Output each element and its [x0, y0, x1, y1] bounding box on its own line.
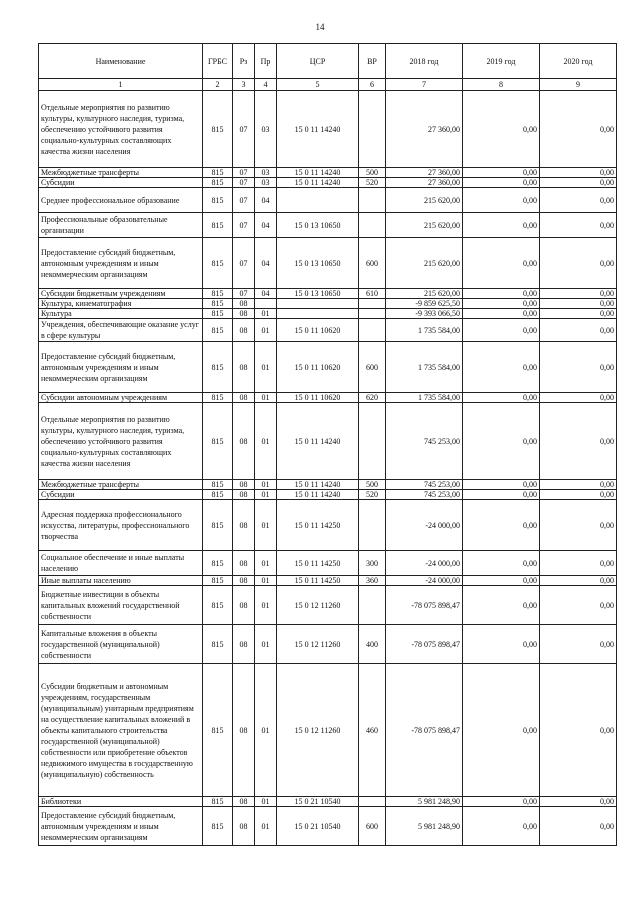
page-number: 14 — [315, 22, 325, 32]
cell-name: Отдельные мероприятия по развитию культуры, культурного наследия, туризма, обеспечению устойчивого развития социально-культурных составляющих качества жизни населения — [39, 91, 203, 168]
cell-2018: 5 981 248,90 — [386, 807, 463, 846]
cell-grbs: 815 — [203, 586, 233, 625]
cell-2020: 0,00 — [540, 188, 617, 213]
table-row — [39, 188, 617, 213]
cell-2019: 0,00 — [463, 490, 540, 500]
cell-name: Субсидии — [39, 490, 203, 500]
cell-2019: 0,00 — [463, 319, 540, 342]
table-row — [39, 490, 617, 500]
cell-pr: 01 — [255, 319, 277, 342]
cell-pr: 01 — [255, 309, 277, 319]
header-name: Наименование — [39, 44, 203, 79]
cell-vr: 600 — [359, 342, 386, 393]
cell-pr: 01 — [255, 500, 277, 551]
cell-vr: 610 — [359, 289, 386, 299]
cell-csr: 15 0 11 14240 — [277, 490, 359, 500]
table-row — [39, 299, 617, 309]
cell-name: Предоставление субсидий бюджетным, автономным учреждениям и иным некоммерческим организациям — [39, 238, 203, 289]
cell-vr: 620 — [359, 393, 386, 403]
cell-name: Адресная поддержка профессионального искусства, литературы, профессионального творчества — [39, 500, 203, 551]
table-row — [39, 807, 617, 846]
header-vr: ВР — [359, 44, 386, 79]
table-row — [39, 480, 617, 490]
cell-csr: 15 0 11 10620 — [277, 319, 359, 342]
cell-2020: 0,00 — [540, 490, 617, 500]
cell-2019: 0,00 — [463, 238, 540, 289]
cell-2018: 1 735 584,00 — [386, 393, 463, 403]
header-pr: Пр — [255, 44, 277, 79]
cell-2019: 0,00 — [463, 168, 540, 178]
cell-2018: 745 253,00 — [386, 480, 463, 490]
cell-2018: 1 735 584,00 — [386, 319, 463, 342]
cell-grbs: 815 — [203, 178, 233, 188]
column-index: 3 — [233, 79, 255, 91]
cell-2018: 745 253,00 — [386, 490, 463, 500]
cell-2020: 0,00 — [540, 319, 617, 342]
cell-pr: 03 — [255, 168, 277, 178]
cell-2018: 5 981 248,90 — [386, 797, 463, 807]
table-row — [39, 393, 617, 403]
cell-vr — [359, 797, 386, 807]
cell-2019: 0,00 — [463, 188, 540, 213]
column-index: 1 — [39, 79, 203, 91]
cell-2020: 0,00 — [540, 551, 617, 576]
header-csr: ЦСР — [277, 44, 359, 79]
cell-grbs: 815 — [203, 797, 233, 807]
cell-pr: 04 — [255, 238, 277, 289]
cell-grbs: 815 — [203, 807, 233, 846]
cell-rz: 08 — [233, 576, 255, 586]
cell-rz: 08 — [233, 807, 255, 846]
column-index: 6 — [359, 79, 386, 91]
cell-grbs: 815 — [203, 289, 233, 299]
cell-2020: 0,00 — [540, 586, 617, 625]
cell-grbs: 815 — [203, 213, 233, 238]
cell-2019: 0,00 — [463, 393, 540, 403]
cell-2019: 0,00 — [463, 480, 540, 490]
table-row — [39, 289, 617, 299]
cell-name: Учреждения, обеспечивающие оказание услуг в сфере культуры — [39, 319, 203, 342]
table-row — [39, 168, 617, 178]
cell-vr — [359, 309, 386, 319]
cell-2019: 0,00 — [463, 664, 540, 797]
cell-csr: 15 0 12 11260 — [277, 664, 359, 797]
cell-rz: 07 — [233, 238, 255, 289]
cell-rz: 08 — [233, 500, 255, 551]
cell-csr: 15 0 13 10650 — [277, 289, 359, 299]
cell-pr: 01 — [255, 576, 277, 586]
cell-rz: 07 — [233, 168, 255, 178]
cell-pr: 01 — [255, 393, 277, 403]
cell-2019: 0,00 — [463, 299, 540, 309]
cell-2019: 0,00 — [463, 586, 540, 625]
table-header-row — [39, 44, 617, 79]
cell-rz: 07 — [233, 213, 255, 238]
cell-rz: 07 — [233, 188, 255, 213]
cell-2019: 0,00 — [463, 289, 540, 299]
cell-rz: 08 — [233, 586, 255, 625]
header-rz: Рз — [233, 44, 255, 79]
cell-pr: 04 — [255, 188, 277, 213]
cell-vr — [359, 91, 386, 168]
cell-2020: 0,00 — [540, 309, 617, 319]
column-index: 8 — [463, 79, 540, 91]
table-row — [39, 500, 617, 551]
cell-grbs: 815 — [203, 403, 233, 480]
cell-rz: 07 — [233, 178, 255, 188]
cell-2020: 0,00 — [540, 576, 617, 586]
header-2019: 2019 год — [463, 44, 540, 79]
cell-name: Профессиональные образовательные организации — [39, 213, 203, 238]
table-row — [39, 576, 617, 586]
cell-csr: 15 0 11 14250 — [277, 551, 359, 576]
cell-2018: -9 393 066,50 — [386, 309, 463, 319]
cell-pr: 01 — [255, 480, 277, 490]
cell-pr: 01 — [255, 551, 277, 576]
cell-vr: 520 — [359, 178, 386, 188]
cell-grbs: 815 — [203, 319, 233, 342]
table-row — [39, 238, 617, 289]
cell-csr: 15 0 12 11260 — [277, 625, 359, 664]
cell-name: Межбюджетные трансферты — [39, 480, 203, 490]
cell-rz: 08 — [233, 551, 255, 576]
cell-2020: 0,00 — [540, 393, 617, 403]
cell-name: Субсидии бюджетным и автономным учреждениям, государственным (муниципальным) унитарным предприятиям на осуществление капитальных вложений в объекты капитального строительства государственной (муниципальной) собственности или приобретение объектов недвижимого имущества в государственную (муниципальную) собственность — [39, 664, 203, 797]
cell-2018: -24 000,00 — [386, 576, 463, 586]
cell-2020: 0,00 — [540, 213, 617, 238]
table-row — [39, 625, 617, 664]
cell-vr — [359, 403, 386, 480]
cell-name: Предоставление субсидий бюджетным, автономным учреждениям и иным некоммерческим организациям — [39, 807, 203, 846]
cell-grbs: 815 — [203, 625, 233, 664]
cell-csr: 15 0 11 14240 — [277, 403, 359, 480]
budget-table — [38, 43, 617, 846]
cell-2020: 0,00 — [540, 480, 617, 490]
cell-pr: 01 — [255, 490, 277, 500]
cell-vr: 600 — [359, 807, 386, 846]
cell-pr — [255, 299, 277, 309]
cell-2020: 0,00 — [540, 238, 617, 289]
cell-2020: 0,00 — [540, 664, 617, 797]
column-index: 2 — [203, 79, 233, 91]
cell-vr — [359, 213, 386, 238]
cell-2018: 215 620,00 — [386, 289, 463, 299]
cell-2019: 0,00 — [463, 551, 540, 576]
table-row — [39, 551, 617, 576]
cell-pr: 01 — [255, 403, 277, 480]
cell-vr: 500 — [359, 168, 386, 178]
column-index: 5 — [277, 79, 359, 91]
cell-name: Субсидии — [39, 178, 203, 188]
table-row — [39, 664, 617, 797]
cell-name: Капитальные вложения в объекты государственной (муниципальной) собственности — [39, 625, 203, 664]
cell-name: Культура — [39, 309, 203, 319]
cell-grbs: 815 — [203, 299, 233, 309]
cell-rz: 08 — [233, 342, 255, 393]
column-index: 7 — [386, 79, 463, 91]
cell-vr: 300 — [359, 551, 386, 576]
cell-vr: 460 — [359, 664, 386, 797]
cell-grbs: 815 — [203, 500, 233, 551]
cell-name: Отдельные мероприятия по развитию культуры, культурного наследия, туризма, обеспечению устойчивого развития социально-культурных составляющих качества жизни населения — [39, 403, 203, 480]
cell-rz: 07 — [233, 91, 255, 168]
table-row — [39, 319, 617, 342]
cell-vr: 360 — [359, 576, 386, 586]
cell-rz: 07 — [233, 289, 255, 299]
cell-pr: 01 — [255, 586, 277, 625]
cell-2018: -78 075 898,47 — [386, 586, 463, 625]
cell-2018: -78 075 898,47 — [386, 664, 463, 797]
cell-csr: 15 0 11 14240 — [277, 178, 359, 188]
cell-grbs: 815 — [203, 168, 233, 178]
cell-rz: 08 — [233, 490, 255, 500]
cell-csr: 15 0 21 10540 — [277, 797, 359, 807]
cell-grbs: 815 — [203, 188, 233, 213]
cell-2019: 0,00 — [463, 213, 540, 238]
table-body — [39, 91, 617, 846]
cell-grbs: 815 — [203, 551, 233, 576]
cell-rz: 08 — [233, 403, 255, 480]
cell-csr — [277, 299, 359, 309]
cell-name: Библиотеки — [39, 797, 203, 807]
cell-pr: 01 — [255, 342, 277, 393]
cell-rz: 08 — [233, 797, 255, 807]
cell-2019: 0,00 — [463, 403, 540, 480]
table-row — [39, 309, 617, 319]
cell-name: Субсидии бюджетным учреждениям — [39, 289, 203, 299]
cell-csr: 15 0 12 11260 — [277, 586, 359, 625]
cell-2020: 0,00 — [540, 91, 617, 168]
cell-name: Культура, кинематография — [39, 299, 203, 309]
table-row — [39, 403, 617, 480]
cell-2019: 0,00 — [463, 309, 540, 319]
cell-2019: 0,00 — [463, 91, 540, 168]
cell-name: Межбюджетные трансферты — [39, 168, 203, 178]
cell-2020: 0,00 — [540, 342, 617, 393]
cell-2018: 1 735 584,00 — [386, 342, 463, 393]
cell-grbs: 815 — [203, 576, 233, 586]
cell-2018: 215 620,00 — [386, 188, 463, 213]
cell-2019: 0,00 — [463, 178, 540, 188]
cell-vr — [359, 188, 386, 213]
cell-vr — [359, 500, 386, 551]
cell-2019: 0,00 — [463, 625, 540, 664]
cell-2019: 0,00 — [463, 500, 540, 551]
cell-csr: 15 0 11 10620 — [277, 342, 359, 393]
cell-csr: 15 0 11 14240 — [277, 168, 359, 178]
cell-name: Среднее профессиональное образование — [39, 188, 203, 213]
cell-csr: 15 0 11 14240 — [277, 480, 359, 490]
cell-pr: 01 — [255, 625, 277, 664]
cell-grbs: 815 — [203, 91, 233, 168]
header-2018: 2018 год — [386, 44, 463, 79]
cell-csr: 15 0 13 10650 — [277, 238, 359, 289]
cell-2020: 0,00 — [540, 403, 617, 480]
cell-pr: 03 — [255, 91, 277, 168]
cell-2020: 0,00 — [540, 625, 617, 664]
cell-rz: 08 — [233, 625, 255, 664]
cell-rz: 08 — [233, 319, 255, 342]
cell-name: Иные выплаты населению — [39, 576, 203, 586]
cell-rz: 08 — [233, 309, 255, 319]
cell-2020: 0,00 — [540, 797, 617, 807]
table-row — [39, 178, 617, 188]
cell-2018: -24 000,00 — [386, 551, 463, 576]
column-index: 4 — [255, 79, 277, 91]
cell-grbs: 815 — [203, 490, 233, 500]
cell-grbs: 815 — [203, 393, 233, 403]
cell-csr — [277, 309, 359, 319]
cell-csr — [277, 188, 359, 213]
cell-vr — [359, 319, 386, 342]
cell-2018: 215 620,00 — [386, 213, 463, 238]
table-row — [39, 213, 617, 238]
header-2020: 2020 год — [540, 44, 617, 79]
column-index: 9 — [540, 79, 617, 91]
cell-name: Предоставление субсидий бюджетным, автономным учреждениям и иным некоммерческим организациям — [39, 342, 203, 393]
cell-grbs: 815 — [203, 664, 233, 797]
cell-name: Субсидии автономным учреждениям — [39, 393, 203, 403]
cell-2019: 0,00 — [463, 576, 540, 586]
cell-2020: 0,00 — [540, 299, 617, 309]
cell-2019: 0,00 — [463, 342, 540, 393]
cell-grbs: 815 — [203, 238, 233, 289]
cell-grbs: 815 — [203, 480, 233, 490]
cell-2020: 0,00 — [540, 178, 617, 188]
header-grbs: ГРБС — [203, 44, 233, 79]
cell-csr: 15 0 11 14250 — [277, 576, 359, 586]
cell-2020: 0,00 — [540, 289, 617, 299]
cell-grbs: 815 — [203, 342, 233, 393]
cell-rz: 08 — [233, 393, 255, 403]
cell-pr: 04 — [255, 289, 277, 299]
table-row — [39, 91, 617, 168]
cell-pr: 01 — [255, 797, 277, 807]
cell-vr: 520 — [359, 490, 386, 500]
cell-vr: 400 — [359, 625, 386, 664]
cell-pr: 03 — [255, 178, 277, 188]
cell-2020: 0,00 — [540, 168, 617, 178]
cell-2019: 0,00 — [463, 797, 540, 807]
cell-vr: 500 — [359, 480, 386, 490]
cell-csr: 15 0 21 10540 — [277, 807, 359, 846]
table-row — [39, 586, 617, 625]
cell-vr — [359, 586, 386, 625]
cell-vr: 600 — [359, 238, 386, 289]
cell-rz: 08 — [233, 480, 255, 490]
cell-pr: 04 — [255, 213, 277, 238]
column-index-row — [39, 79, 617, 91]
cell-pr: 01 — [255, 807, 277, 846]
cell-rz: 08 — [233, 299, 255, 309]
cell-vr — [359, 299, 386, 309]
cell-rz: 08 — [233, 664, 255, 797]
cell-name: Бюджетные инвестиции в объекты капитальных вложений государственной собственности — [39, 586, 203, 625]
table-row — [39, 797, 617, 807]
cell-2020: 0,00 — [540, 807, 617, 846]
cell-pr: 01 — [255, 664, 277, 797]
cell-name: Социальное обеспечение и иные выплаты населению — [39, 551, 203, 576]
cell-2018: -24 000,00 — [386, 500, 463, 551]
cell-grbs: 815 — [203, 309, 233, 319]
cell-2018: 27 360,00 — [386, 168, 463, 178]
cell-2018: -78 075 898,47 — [386, 625, 463, 664]
cell-2018: -9 859 625,50 — [386, 299, 463, 309]
cell-csr: 15 0 11 10620 — [277, 393, 359, 403]
cell-2018: 27 360,00 — [386, 91, 463, 168]
cell-2018: 27 360,00 — [386, 178, 463, 188]
cell-2019: 0,00 — [463, 807, 540, 846]
cell-2018: 215 620,00 — [386, 238, 463, 289]
cell-csr: 15 0 11 14250 — [277, 500, 359, 551]
cell-2018: 745 253,00 — [386, 403, 463, 480]
table-row — [39, 342, 617, 393]
cell-2020: 0,00 — [540, 500, 617, 551]
cell-csr: 15 0 11 14240 — [277, 91, 359, 168]
cell-csr: 15 0 13 10650 — [277, 213, 359, 238]
